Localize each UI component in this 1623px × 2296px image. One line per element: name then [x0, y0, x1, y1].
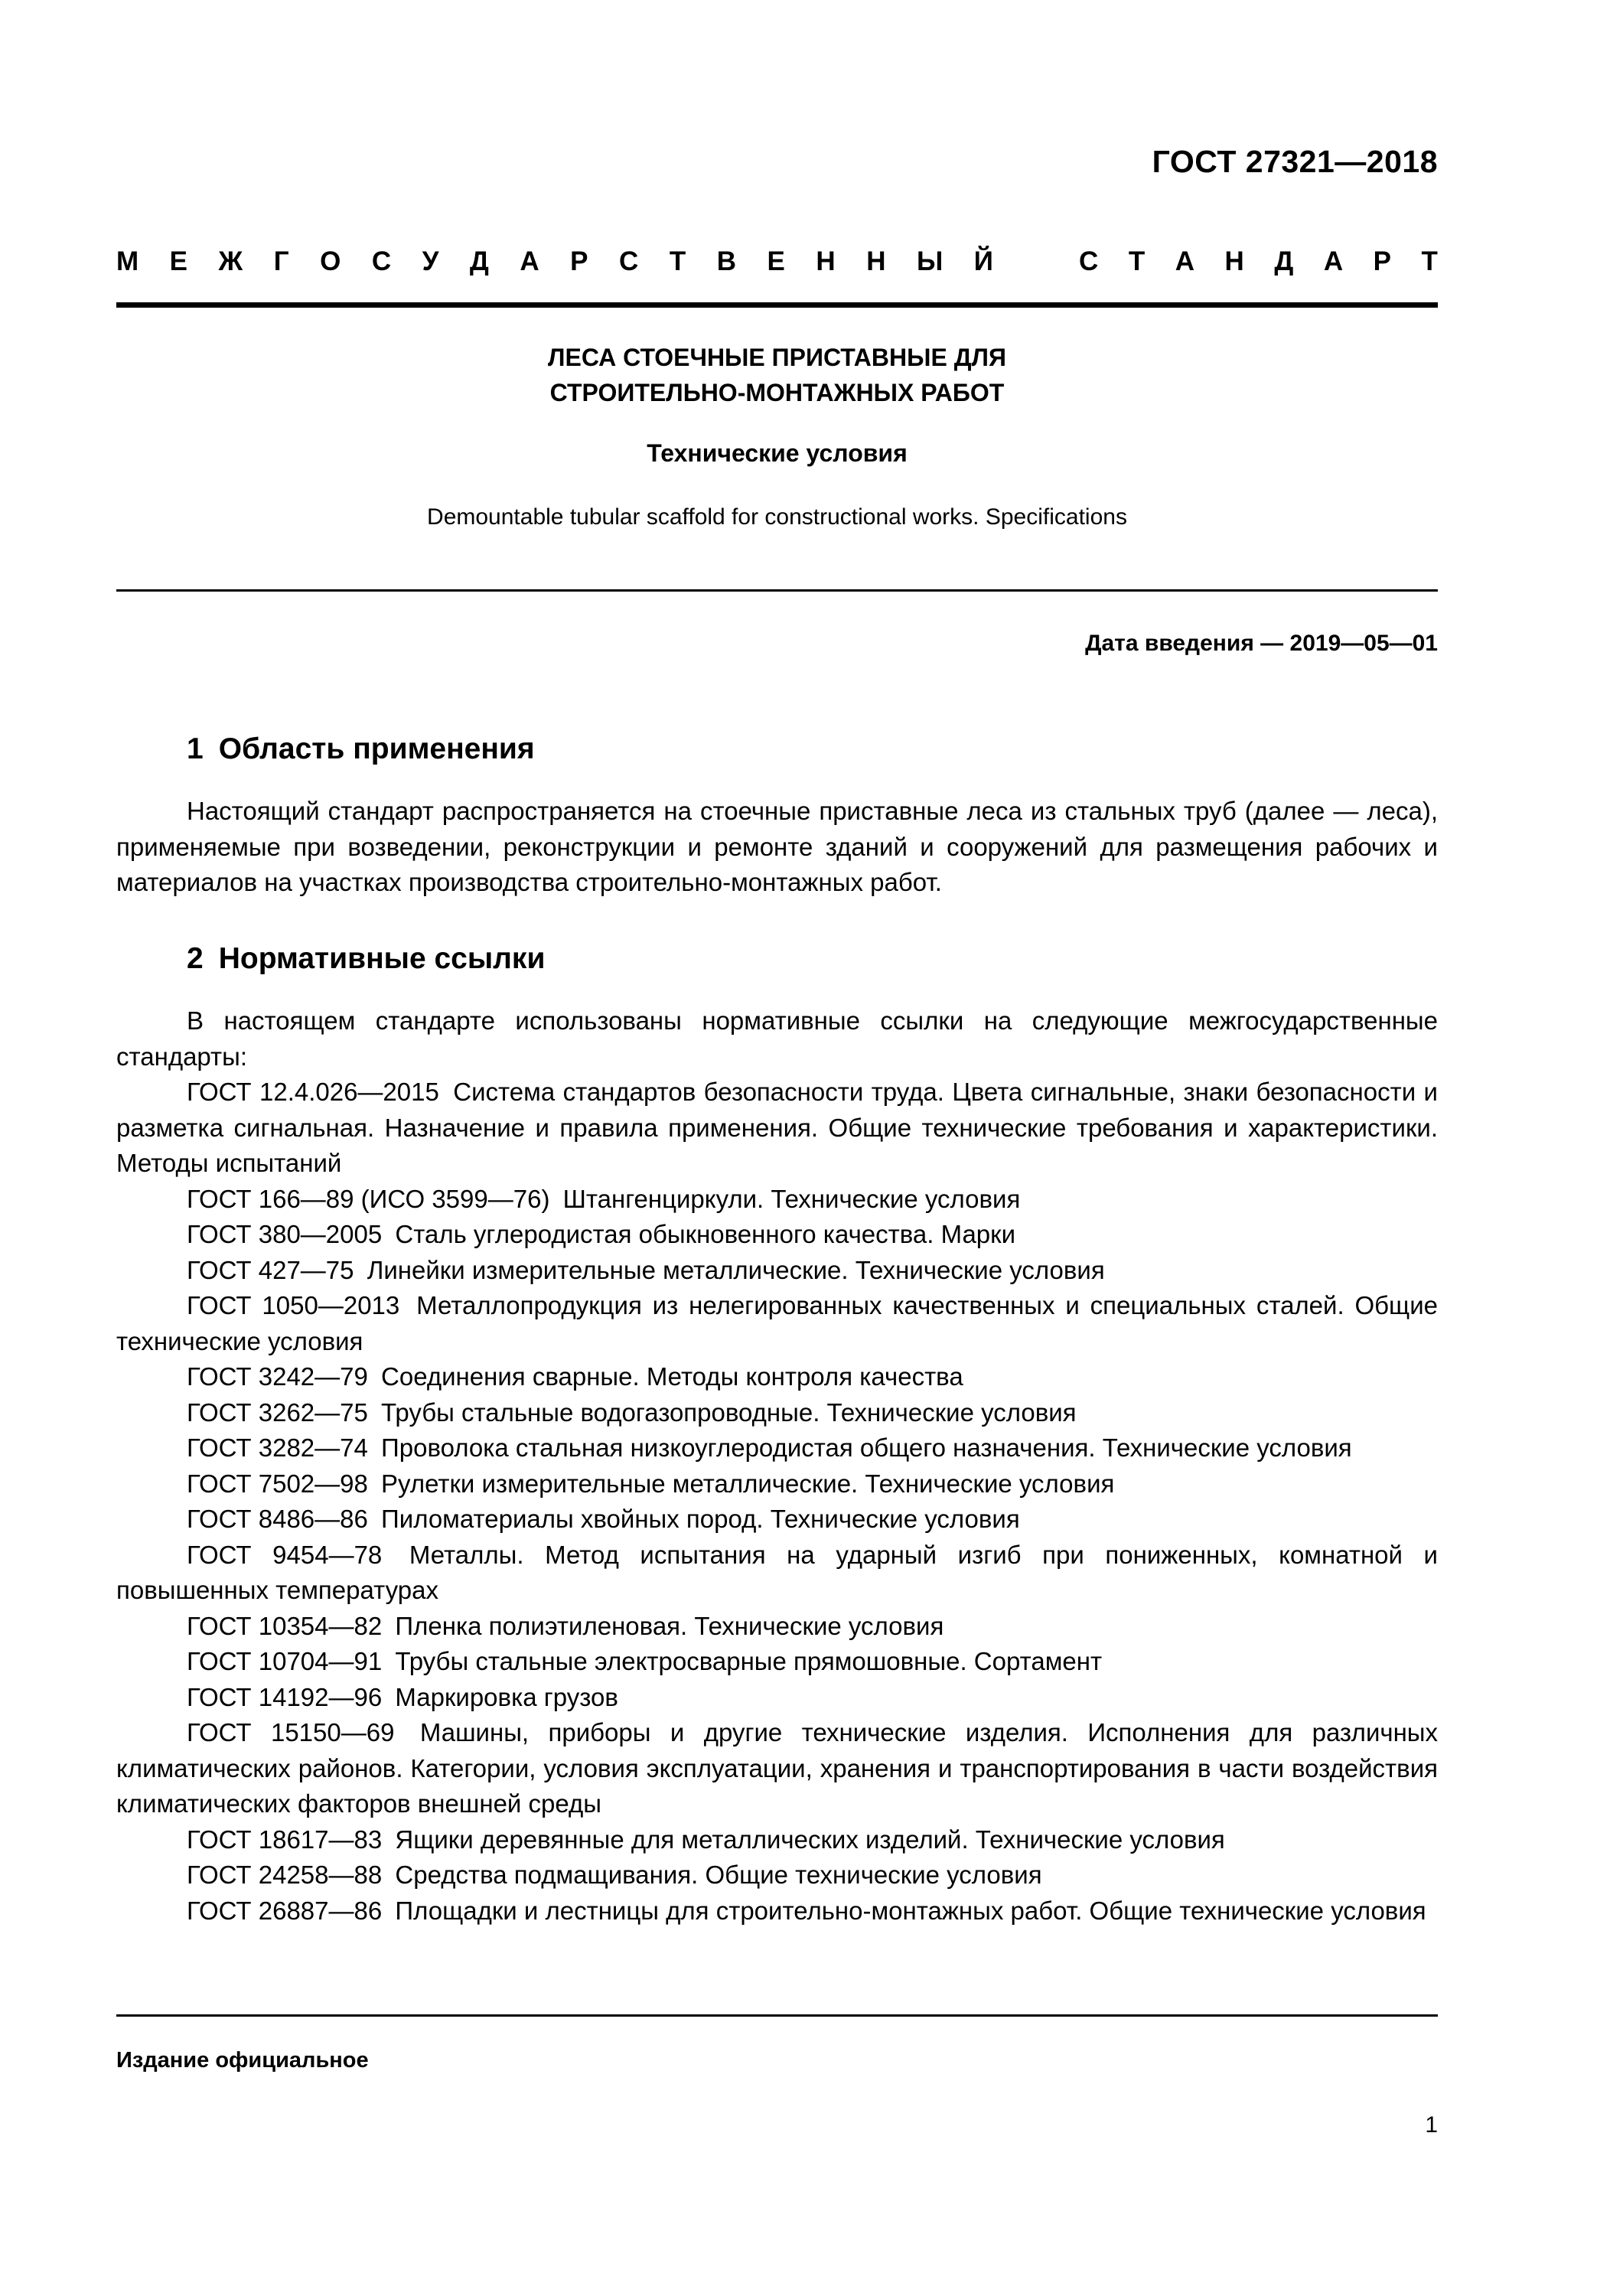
reference-code: ГОСТ 14192—96 — [187, 1682, 383, 1711]
series-letter: Е — [767, 246, 785, 276]
reference-title: Соединения сварные. Методы контроля качества — [381, 1362, 963, 1391]
title-line: СТРОИТЕЛЬНО-МОНТАЖНЫХ РАБОТ — [549, 379, 1005, 406]
reference-item — [116, 1893, 1438, 1929]
reference-code: ГОСТ 1050—2013 — [187, 1291, 400, 1319]
reference-code: ГОСТ 10704—91 — [187, 1647, 383, 1675]
reference-code: ГОСТ 3262—75 — [187, 1397, 368, 1427]
title-divider — [116, 589, 1438, 592]
reference-title: Металлопродукция из нелегированных качественных и специальных сталей. Общие технические условия — [116, 1291, 1438, 1355]
series-word-standard — [1079, 246, 1438, 282]
series-letter: У — [422, 246, 439, 276]
series-letter: Ж — [218, 246, 243, 276]
series-letter: А — [1175, 246, 1195, 276]
reference-title: Штангенциркули. Технические условия — [562, 1184, 1021, 1213]
series-letter: Д — [1274, 246, 1294, 276]
reference-code: ГОСТ 427—75 — [187, 1255, 354, 1284]
reference-item — [116, 1075, 1438, 1182]
reference-item — [116, 1430, 1438, 1466]
reference-title: Пиломатериалы хвойных пород. Технические условия — [381, 1505, 1020, 1533]
reference-title: Проволока стальная низкоуглеродистая общего назначения. Технические условия — [381, 1433, 1352, 1462]
reference-title: Система стандартов безопасности труда. Цвета сигнальные, знаки безопасности и разметка сигнальная. Назначение и правила применения. Общие технические требования и характеристики. Методы испытаний — [116, 1078, 1438, 1177]
reference-code: ГОСТ 18617—83 — [187, 1825, 383, 1854]
reference-item — [116, 1822, 1438, 1858]
series-word-interstate — [116, 246, 993, 282]
reference-title: Сталь углеродистая обыкновенного качества. Марки — [395, 1220, 1016, 1248]
series-letter: Н — [816, 246, 836, 276]
reference-code: ГОСТ 7502—98 — [187, 1469, 368, 1498]
series-letter: С — [1079, 246, 1099, 276]
series-letter: А — [1323, 246, 1344, 276]
series-letter: Р — [570, 246, 588, 276]
series-letter: С — [619, 246, 639, 276]
official-edition-label: Издание официальное — [116, 2048, 369, 2073]
reference-code: ГОСТ 9454—78 — [187, 1540, 383, 1569]
normative-references — [116, 1003, 1438, 1929]
series-letter: В — [716, 246, 737, 276]
reference-title: Площадки и лестницы для строительно-монтажных работ. Общие технические условия — [395, 1896, 1426, 1925]
series-letter: Ы — [917, 246, 943, 276]
english-title: Demountable tubular scaffold for constructional works. Specifications — [427, 504, 1127, 530]
header-rule — [116, 302, 1438, 308]
reference-code: ГОСТ 10354—82 — [187, 1611, 383, 1640]
series-letter: Н — [1224, 246, 1244, 276]
series-letter: М — [116, 246, 139, 276]
reference-title: Трубы стальные электросварные прямошовные. Сортамент — [395, 1647, 1103, 1675]
reference-item — [116, 1359, 1438, 1395]
introduction-date: Дата введения — 2019—05—01 — [1085, 631, 1438, 656]
reference-title: Линейки измерительные металлические. Технические условия — [367, 1255, 1105, 1284]
reference-title: Средства подмащивания. Общие технические условия — [395, 1861, 1042, 1889]
series-letter: С — [371, 246, 392, 276]
series-letter: Т — [1128, 246, 1146, 276]
section-heading — [187, 732, 535, 766]
reference-item — [116, 1253, 1438, 1289]
reference-code: ГОСТ 8486—86 — [187, 1505, 368, 1533]
reference-title: Ящики деревянные для металлических изделий. Технические условия — [395, 1825, 1225, 1854]
section-title: Нормативные ссылки — [218, 942, 546, 975]
reference-item — [116, 1217, 1438, 1253]
title-line: ЛЕСА СТОЕЧНЫЕ ПРИСТАВНЫЕ ДЛЯ — [548, 344, 1006, 371]
section-number: 1 — [187, 732, 204, 765]
reference-code: ГОСТ 166—89 (ИСО 3599—76) — [187, 1184, 550, 1213]
series-letter: Т — [1421, 246, 1438, 276]
reference-code: ГОСТ 3282—74 — [187, 1433, 368, 1462]
reference-title: Пленка полиэтиленовая. Технические условия — [395, 1611, 944, 1640]
footer-rule — [116, 2014, 1438, 2017]
series-letter: Т — [669, 246, 686, 276]
section-heading — [187, 942, 545, 976]
reference-title: Рулетки измерительные металлические. Технические условия — [381, 1469, 1115, 1498]
series-letter: Е — [169, 246, 188, 276]
reference-title: Металлы. Метод испытания на ударный изгиб при пониженных, комнатной и повышенных температурах — [116, 1540, 1438, 1604]
series-letter: Н — [866, 246, 886, 276]
reference-item — [116, 1502, 1438, 1538]
reference-title: Трубы стальные водогазопроводные. Технические условия — [381, 1397, 1077, 1427]
series-letter: А — [520, 246, 539, 276]
reference-title: Маркировка грузов — [395, 1682, 618, 1711]
reference-title: Машины, приборы и другие технические изделия. Исполнения для различных климатических районов. Категории, условия эксплуатации, хранения и транспортирования в части воздействия климатических факторов внешней среды — [116, 1718, 1439, 1818]
series-label — [116, 246, 1438, 282]
reference-code: ГОСТ 26887—86 — [187, 1896, 383, 1925]
standard-number: ГОСТ 27321—2018 — [1152, 144, 1438, 179]
section-body — [116, 794, 1438, 901]
reference-code: ГОСТ 15150—69 — [187, 1718, 395, 1746]
reference-code: ГОСТ 3242—79 — [187, 1362, 368, 1391]
document-subtitle: Технические условия — [647, 439, 908, 467]
reference-item — [116, 1288, 1438, 1359]
section-number: 2 — [187, 942, 204, 975]
reference-item — [116, 1395, 1438, 1431]
section-title: Область применения — [218, 732, 535, 765]
series-letter: Р — [1373, 246, 1391, 276]
reference-item — [116, 1466, 1438, 1502]
reference-item — [116, 1538, 1438, 1609]
reference-item — [116, 1609, 1438, 1645]
series-letter: Г — [273, 246, 289, 276]
series-letter: О — [320, 246, 341, 276]
paragraph: Настоящий стандарт распространяется на стоечные приставные леса из стальных труб (далее — леса), применяемые при возведении, реконструкции и ремонте зданий и сооружений для размещения рабочих и материалов на участках производства строительно-монтажных работ. — [116, 797, 1438, 896]
series-letter: Й — [973, 246, 993, 276]
page-number: 1 — [1425, 2112, 1438, 2138]
reference-item — [116, 1857, 1438, 1893]
reference-item — [116, 1680, 1438, 1716]
reference-code: ГОСТ 380—2005 — [187, 1220, 383, 1248]
reference-item — [116, 1644, 1438, 1680]
paragraph: В настоящем стандарте использованы нормативные ссылки на следующие межгосударственные стандарты: — [116, 1006, 1438, 1071]
document-title — [116, 340, 1438, 410]
reference-code: ГОСТ 24258—88 — [187, 1861, 383, 1889]
reference-item — [116, 1715, 1438, 1822]
series-letter: Д — [469, 246, 489, 276]
reference-code: ГОСТ 12.4.026—2015 — [187, 1078, 439, 1106]
reference-item — [116, 1182, 1438, 1218]
